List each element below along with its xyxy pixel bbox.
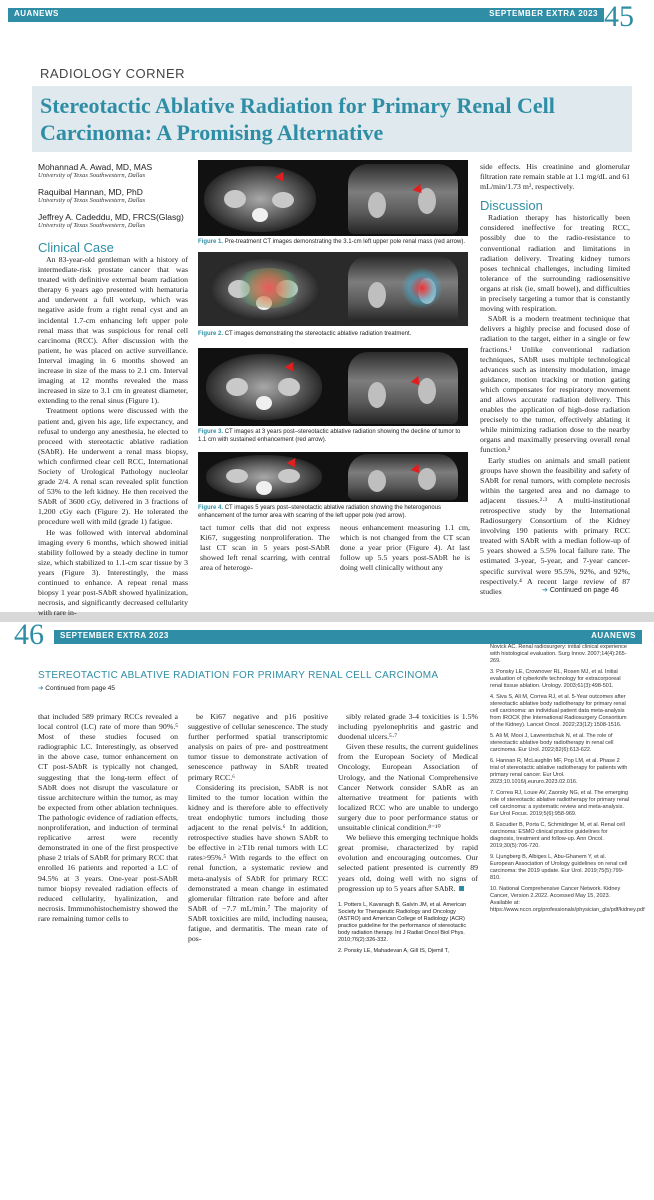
paragraph: be Ki67 negative and p16 positive suggestive of cellular senescence. The study further performed spatial transcriptomic analysis on pairs of pre- and posttreatment tumor tissue to demonstrate activation of senescence pathway in SAbR treated primary RCC.⁶ (188, 712, 328, 782)
paragraph: An 83-year-old gentleman with a history of intermediate-risk prostate cancer that was treated with definitive external beam radiation therapy 6 years ago presented with hematuria and underwent a full workup, which was negative aside from a right renal cyst and an incidental 1.7-cm enhancing left upper pole renal mass that was suspicious for renal cell carcinoma (RCC). After discussion with the patient, he was placed on active surveillance. Interval imaging in 6 months showed an increase in size of the mass to 2.1 cm. Interval imaging at 12 months revealed the mass increased in size to 3.1 cm in greatest diameter, extending to the renal sinus (Figure 1). (38, 255, 188, 406)
continued-on-text: Continued on page 46 (549, 587, 619, 594)
discussion-heading: Discussion (480, 198, 543, 214)
page-46 (0, 618, 654, 1200)
text-column-3 (338, 712, 478, 955)
figure-1 (198, 160, 468, 248)
header-bar (54, 630, 642, 644)
arrow-right-icon: ➔ (542, 587, 550, 594)
figure-1-image (198, 160, 468, 236)
arrow-right-icon: ➔ (38, 685, 46, 692)
text-column-2 (188, 712, 328, 944)
reference-list-start (338, 902, 478, 955)
coronal-ct-scan (348, 454, 458, 500)
paragraph-text: We believe this emerging technique holds great promise, characterized by rapid evolution and encouraging outcomes. Our selected patient presented is currently 89 years old, doing well with no signs of progression up to 5 years after SAbR. (338, 833, 478, 893)
figure-2 (198, 252, 468, 344)
header-publication: AUANEWS (591, 631, 636, 640)
reference-list (490, 644, 645, 918)
text-column: neous enhancement measuring 1.1 cm, which is not changed from the CT scan done a year prior (Figure 4). At last follow up 5.5 years post-SAbR he is doing well clinically without any (340, 523, 470, 573)
figure-4 (198, 452, 468, 522)
figure-2-image (198, 252, 468, 326)
continued-from-link[interactable] (38, 684, 115, 692)
header-publication: AUANEWS (14, 9, 59, 18)
paragraph: Considering its precision, SAbR is not limited to the tumor location within the kidney and is therefore able to effectively treat endophytic tumors including those adjacent to the renal pelvis.⁶ In addition, retrospective studies have shown SAbR to be effective in ≥T1b renal tumors with LC rates>95%.⁵ With regards to the effect on renal function, a systematic review and meta-analysis of SAbR for primary RCC demonstrated a mean change in estimated glomerular filtration rate before and after SAbR of −7.7 mL/min.⁷ The majority of SAbR toxicities are mild, including nausea, fatigue, and dermatitis. The mean rate of pos- (188, 782, 328, 944)
paragraph (338, 833, 478, 894)
caption-text: CT images 5 years post–stereotactic ablative radiation showing the heterogenous enhancement of the tumor area with scarring of the left upper pole (red arrow). (198, 505, 442, 519)
author-list (38, 162, 188, 237)
reference: 5. Ali M, Mooi J, Lawrentschuk N, et al. The role of stereotactic ablative body radiotherapy in renal cell carcinoma. Eur Urol. 2022;82(6):613-622. (490, 733, 614, 753)
section-label: RADIOLOGY CORNER (40, 66, 186, 81)
caption-text: CT images at 3 years post–stereotactic ablative radiation showing the decline of tumor to 1.1 cm with sustained enhancement (red arrow). (198, 429, 461, 443)
discussion-text (480, 213, 630, 597)
clinical-case-text (38, 255, 188, 618)
reference: 7. Correa RJ, Louie AV, Zaorsky NG, et al. The emerging role of stereotactic ablative radiotherapy for primary renal cell carcinoma: a systematic review and meta-analysis. Eur Urol Focus. 2019;5(6):958-969. (490, 790, 630, 817)
author-affiliation: University of Texas Southwestern, Dallas (38, 222, 146, 229)
continued-from-text: Continued from page 45 (45, 685, 116, 692)
paragraph: Radiation therapy has historically been considered ineffective for treating RCC, possibly due to the radio-resistance to conventional radiation and limitations in radiation delivery. Treating kidney tumors poses technical challenges, including limited tolerance of the surrounding radiosensitive organs at risk (ie, small bowel), and difficulties in precisely targeting a tumor that is constantly moving with respiration. (480, 213, 630, 314)
text-column: tact tumor cells that did not express Ki67, suggesting nonproliferation. The last CT scan in 5 years post-SAbR showed left renal scarring, with central area of heteroge- (200, 523, 330, 573)
paragraph: Early studies on animals and small patient groups have shown the feasibility and safety of SAbR for renal tumors, with complete necrosis within the targeted area and no damage to adjacent tissues.²·³ A multi-institutional retrospective study by the International Radiosurgery Consortium of the Kidney involving 190 patients with primary RCC treated with SAbR with a median follow-up of 5 years showed a 5.5% local failure rate. The estimated 3-year, 5-year, and 7-year cancer-specific survival were 95.5%, 92%, and 92%, respectively.⁴ A recent large review of 87 studies (480, 455, 630, 596)
figure-3 (198, 348, 468, 444)
caption-text: CT images demonstrating the stereotactic ablative radiation treatment. (224, 331, 412, 337)
reference: 2. Ponsky LE, Mahadevan A, Gill IS, Djemil T, (338, 947, 449, 954)
figure-2-caption (198, 330, 468, 338)
figure-4-image (198, 452, 468, 502)
header-issue: SEPTEMBER EXTRA 2023 (60, 631, 169, 640)
figure-label: Figure 2. (198, 331, 224, 337)
author-name: Raquibal Hannan, MD, PhD (38, 187, 143, 197)
reference: 6. Hannan R, McLaughlin MF, Pop LM, et al. Phase 2 trial of stereotactic ablative radiotherapy for patients with primary renal cancer. Eur Urol. 2023;10.1016/j.eururo.2023.02.016. (490, 758, 628, 785)
reference: 3. Ponsky LE, Crownover RL, Rosen MJ, et al. Initial evaluation of cyberknife technology for extracorporeal renal tissue ablation. Urology. 2003;61(3):498-501. (490, 669, 621, 689)
dose-overlay (234, 268, 304, 308)
title-band (32, 86, 632, 152)
reference: Novick AC. Renal radiosurgery: initial clinical experience with histological evaluation. Surg Innov. 2007;14(4):265-269. (490, 644, 627, 664)
running-title: STEREOTACTIC ABLATIVE RADIATION FOR PRIMARY RENAL CELL CARCINOMA (38, 670, 439, 681)
axial-ct-scan (204, 166, 316, 232)
paragraph: He was followed with interval abdominal imaging every 6 months, which showed initial stability followed by a steady decline in tumor size, which stabilized to 1.1-cm scar tissue by 3 years (Figure 3). Interestingly, the mass continued to enhance. A repeat renal mass biopsy 1 year post-SAbR showed hyalinization, necrosis, and significantly decreased cellularity with rare in- (38, 527, 188, 618)
author-name: Mohannad A. Awad, MD, MAS (38, 162, 153, 172)
reference: 9. Ljungberg B, Albiges L, Abu-Ghanem Y, et al. European Association of Urology guidelines on renal cell carcinoma: the 2019 update. Eur Urol. 2019;75(5):799-810. (490, 854, 628, 881)
header-issue: SEPTEMBER EXTRA 2023 (489, 9, 598, 18)
author-affiliation: University of Texas Southwestern, Dallas (38, 172, 146, 179)
dose-overlay (402, 268, 442, 308)
figure-label: Figure 4. (198, 505, 224, 511)
figure-4-caption (198, 504, 468, 520)
axial-ct-scan (206, 354, 322, 420)
reference: 10. National Comprehensive Cancer Network. Kidney Cancer, Version 2.2022. Accessed May 15, 2023. Available at: https://www.nccn.org/professionals/physician_gls/pdf/kidney.pdf (490, 886, 645, 913)
figure-1-caption (198, 238, 468, 246)
reference: 8. Escudier B, Porta C, Schmidinger M, et al. Renal cell carcinoma: ESMO clinical practice guidelines for diagnosis, treatment and follow-up. Ann Oncol. 2019;30(5):706-720. (490, 822, 625, 849)
coronal-ct-scan (348, 164, 458, 234)
author (38, 187, 188, 204)
header-bar (8, 8, 604, 22)
end-mark-icon (459, 886, 464, 891)
clinical-case-column (38, 240, 188, 618)
author (38, 162, 188, 179)
reference: 1. Potters L, Kavanagh B, Galvin JM, et al. American Society for Therapeutic Radiology and Oncology (ASTRO) and American College of Radiology (ACR) practice guideline for the performance of stereotactic body radiation therapy. Int J Radiat Oncol Biol Phys. 2010;76(2):326-332. (338, 901, 467, 943)
paragraph: Given these results, the current guidelines from the European Society of Medical Oncology, European Association of Urology, and the National Comprehensive Cancer Network consider SAbR as an alternative treatment for patients with localized RCC who are unable to undergo surgery due to poor performance status or unsuitable clinical condition.⁸⁻¹⁰ (338, 742, 478, 833)
discussion-column (480, 162, 630, 597)
caption-text: Pre-treatment CT images demonstrating the 3.1-cm left upper pole renal mass (red arrow). (224, 239, 466, 245)
page-number: 46 (14, 618, 44, 651)
figure-3-caption (198, 428, 468, 444)
continued-on-link[interactable] (542, 586, 619, 594)
author-name: Jeffrey A. Cadeddu, MD, FRCS(Glasg) (38, 212, 184, 222)
paragraph: SAbR is a modern treatment technique that delivers a highly precise and focused dose of radiation to the target, either in a single or few fractions.¹ Unlike conventional radiation techniques, SAbR uses multiple technological advances such as intensity modulation, image guidance, motion tracking or motion gating which compensates for respiratory movement and allows accurate radiation delivery. This enables the application of high-dose radiation precisely to the tumor, effectively ablating it while minimizing radiation dose to the nearby organs and maximally preserving overall renal function.² (480, 314, 630, 455)
figure-3-image (198, 348, 468, 426)
coronal-ct-scan (348, 352, 458, 424)
author (38, 212, 188, 229)
reference: 4. Siva S, Ali M, Correa RJ, et al. 5-Year outcomes after stereotactic ablative body radiotherapy for primary renal cell carcinoma: an individual patient data meta-analysis from IROCK (the International Radiosurgery Consortium of the Kidney). Lancet Oncol. 2022;23(12):1508-1516. (490, 694, 627, 728)
page-number: 45 (604, 0, 634, 33)
figure-label: Figure 1. (198, 239, 224, 245)
text-column-1: that included 589 primary RCCs revealed a local control (LC) rate of more than 90%.⁵ Most of these studies focused on radiographic LC. Interestingly, as observed in the above case, tumor enhancement on CT post-SAbR is typically not changed, suggesting that the long-term effect of SAbR does not disrupt the vasculature or tissue architecture within the tumor, as may be expected from other ablation techniques. The pathologic evidence of radiation effects, nonproliferation, and induction of terminal replicative arrest were recently demonstrated in one of the first prospective phase 2 trials of SAbR for primary RCC that enrolled 16 patients and reported a LC of 94.5% at 3 years. One-year post-SAbR tumor biopsy revealed radiation effects of reduced cellularity, hyalinization, and necrosis. Immunohistochemistry showed the rare remaining tumor cells to (38, 712, 178, 923)
author-affiliation: University of Texas Southwestern, Dallas (38, 197, 146, 204)
case-conclusion-text: side effects. His creatinine and glomerular filtration rate remain stable at 1.1 mg/dL and 61 mL/min/1.73 m², respectively. (480, 162, 630, 192)
paragraph: sibly related grade 3-4 toxicities is 1.5% including pyelonephritis and gastric and duodenal ulcers.⁵·⁷ (338, 712, 478, 742)
axial-ct-scan (206, 455, 322, 499)
clinical-case-heading: Clinical Case (38, 240, 114, 255)
paragraph: Treatment options were discussed with the patient and, given his age, life expectancy, and refusal to undergo any anesthesia, he elected to proceed with stereotactic ablative radiation (SAbR). He underwent a renal mass biopsy, which confirmed clear cell RCC, International Society of Urological Pathology nucleolar grade 2/4. A renal scan revealed split function of 53% to the left kidney. He then received the SAbR of 3600 cGy, delivered in 3 fractions of 1,200 cGy each (Figure 2). He tolerated the procedure well with mild (grade 1) fatigue. (38, 406, 188, 527)
article-title: Stereotactic Ablative Radiation for Primary Renal Cell Carcinoma: A Promising Alternative (40, 93, 555, 145)
figure-label: Figure 3. (198, 429, 224, 435)
